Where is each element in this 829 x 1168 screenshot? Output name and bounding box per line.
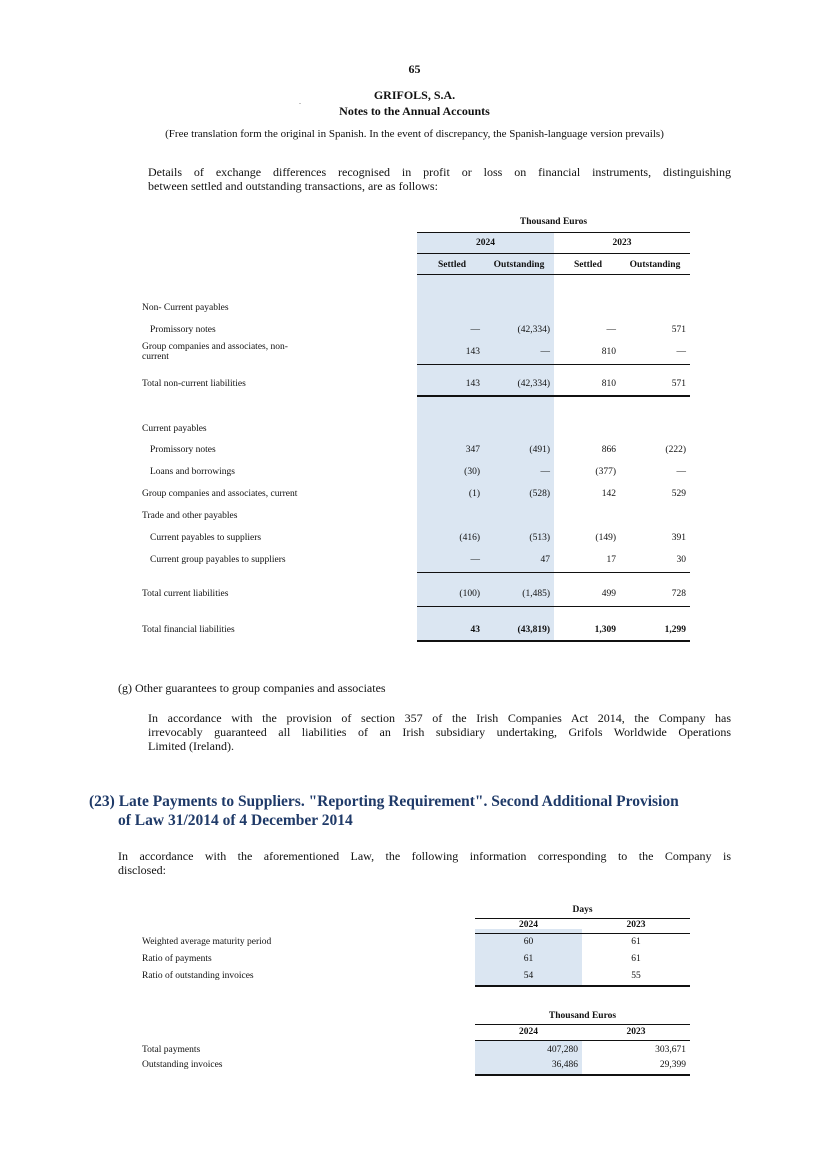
cell-value: 142 — [601, 489, 616, 499]
cell-value: 143 — [465, 347, 480, 357]
cell-value: (43,819) — [517, 625, 550, 635]
cell-value: 407,280 — [547, 1045, 578, 1055]
year-2023-header: 2023 — [612, 238, 632, 248]
row-label: Group companies and associates, non- — [142, 342, 288, 352]
cell-value: 30 — [676, 555, 686, 565]
cell-value: 61 — [523, 954, 534, 964]
cell-value: (30) — [464, 467, 480, 477]
row-label: Weighted average maturity period — [142, 937, 272, 947]
section-23-heading: (23) Late Payments to Suppliers. "Reporting Requirement". Second Additional Provision — [89, 793, 679, 810]
row-label: Current payables — [142, 424, 207, 434]
col-settled-2024: Settled — [438, 260, 466, 270]
document-subtitle: Notes to the Annual Accounts — [339, 104, 490, 118]
row-label: Trade and other payables — [142, 511, 238, 521]
cell-value: (513) — [529, 533, 550, 543]
row-label: Loans and borrowings — [150, 467, 235, 477]
shade-2024 — [417, 232, 554, 641]
total-rule — [475, 985, 690, 987]
cell-value: 60 — [523, 937, 534, 947]
cell-value: (528) — [529, 489, 550, 499]
cell-value: — — [676, 467, 686, 477]
cell-value: 17 — [606, 555, 616, 565]
unit-header: Thousand Euros — [548, 1011, 617, 1021]
row-label: Ratio of payments — [142, 954, 212, 964]
guarantees-line-2: irrevocably guaranteed all liabilities of an Irish subsidiary undertaking, Grifols Worldwide Operations — [148, 725, 731, 739]
row-label: Current group payables to suppliers — [150, 555, 286, 565]
section-23-heading-continued: of Law 31/2014 of 4 December 2014 — [118, 812, 353, 829]
guarantees-title: (g) Other guarantees to group companies and associates — [118, 681, 386, 695]
cell-value: (1) — [468, 489, 480, 499]
page-number: 65 — [408, 62, 421, 76]
header-rule-bottom — [417, 274, 690, 275]
year-2023-header: 2023 — [626, 920, 646, 930]
col-outstanding-2023: Outstanding — [629, 260, 681, 270]
cell-value: 47 — [540, 555, 550, 565]
year-2023-header: 2023 — [626, 1027, 646, 1037]
section-23-para-line-1: In accordance with the aforementioned Law, the following information corresponding to the Company is — [118, 849, 731, 863]
unit-header: Days — [572, 905, 593, 915]
col-outstanding-2024: Outstanding — [493, 260, 545, 270]
total-rule — [417, 395, 690, 397]
cell-value: (100) — [459, 589, 480, 599]
cell-value: 571 — [671, 379, 686, 389]
grand-total-rule — [417, 640, 690, 642]
cell-value: 728 — [671, 589, 686, 599]
cell-value: 347 — [465, 445, 480, 455]
cell-value: 571 — [671, 325, 686, 335]
header-rule-top — [475, 918, 690, 919]
row-label: Non- Current payables — [142, 303, 229, 313]
cell-value: 54 — [523, 971, 534, 981]
cell-value: 810 — [601, 347, 616, 357]
cell-value: 866 — [601, 445, 616, 455]
cell-value: 143 — [465, 379, 480, 389]
cell-value: 61 — [631, 937, 641, 947]
row-label: Promissory notes — [150, 445, 216, 455]
cell-value: 391 — [671, 533, 686, 543]
intro-line-2: between settled and outstanding transactions, are as follows: — [148, 179, 438, 193]
subtotal-rule — [417, 364, 690, 365]
section-23-para-line-2: disclosed: — [118, 863, 166, 877]
row-label: Total current liabilities — [142, 589, 229, 599]
cell-value: (377) — [595, 467, 616, 477]
unit-header: Thousand Euros — [519, 217, 588, 227]
row-label: Ratio of outstanding invoices — [142, 971, 254, 981]
cell-value: 499 — [601, 589, 616, 599]
cell-value: (491) — [529, 445, 550, 455]
cell-value: — — [540, 467, 550, 477]
cell-value: — — [470, 555, 480, 565]
cell-value: — — [606, 325, 616, 335]
cell-value: — — [470, 325, 480, 335]
cell-value: (222) — [665, 445, 686, 455]
header-rule-mid — [417, 253, 690, 254]
cell-value: 29,399 — [659, 1060, 686, 1070]
company-name: GRIFOLS, S.A. — [373, 88, 456, 102]
cell-value: 303,671 — [655, 1045, 686, 1055]
guarantees-line-1: In accordance with the provision of section 357 of the Irish Companies Act 2014, the Company has — [148, 711, 731, 725]
year-2024-header: 2024 — [519, 1027, 538, 1037]
total-rule — [475, 1074, 690, 1076]
stray-dot: . — [299, 97, 301, 106]
subtotal-rule — [417, 606, 690, 607]
cell-value: (416) — [459, 533, 480, 543]
translation-note: (Free translation form the original in Spanish. In the event of discrepancy, the Spanish-language version prevails) — [165, 128, 664, 140]
row-label-continued: current — [142, 352, 169, 362]
cell-value: — — [540, 347, 550, 357]
cell-value: 529 — [671, 489, 686, 499]
cell-value: 1,299 — [664, 625, 686, 635]
header-rule-top — [475, 1024, 690, 1025]
header-rule-bottom — [475, 933, 690, 934]
row-label: Promissory notes — [150, 325, 216, 335]
cell-value: 61 — [631, 954, 641, 964]
cell-value: (42,334) — [517, 379, 550, 389]
row-label: Total payments — [142, 1045, 201, 1055]
cell-value: (149) — [595, 533, 616, 543]
header-rule-bottom — [475, 1040, 690, 1041]
cell-value: 1,309 — [594, 625, 616, 635]
cell-value: 55 — [631, 971, 641, 981]
cell-value: (1,485) — [522, 589, 550, 599]
cell-value: (42,334) — [517, 325, 550, 335]
row-label: Total non-current liabilities — [142, 379, 246, 389]
year-2024-header: 2024 — [476, 238, 495, 248]
intro-line-1: Details of exchange differences recognised in profit or loss on financial instruments, distinguishing — [148, 165, 731, 179]
row-label: Outstanding invoices — [142, 1060, 223, 1070]
row-label: Total financial liabilities — [142, 625, 235, 635]
cell-value: 43 — [470, 625, 480, 635]
cell-value: 810 — [601, 379, 616, 389]
col-settled-2023: Settled — [574, 260, 602, 270]
row-label: Group companies and associates, current — [142, 489, 298, 499]
cell-value: — — [676, 347, 686, 357]
cell-value: 36,486 — [551, 1060, 578, 1070]
row-label: Current payables to suppliers — [150, 533, 262, 543]
guarantees-line-3: Limited (Ireland). — [148, 739, 234, 753]
header-rule-top — [417, 232, 690, 233]
subtotal-rule — [417, 572, 690, 573]
year-2024-header: 2024 — [519, 920, 538, 930]
